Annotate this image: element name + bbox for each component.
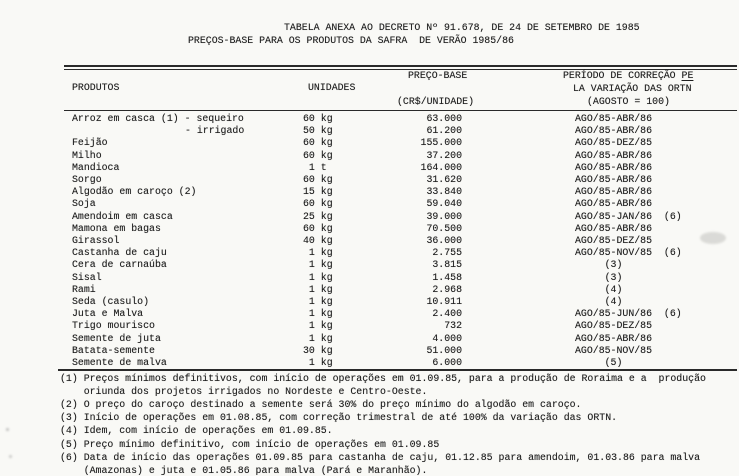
footnote-line: (1) Preços mínimos definitivos, com início de operações em 01.09.85, para a produção de Roraima e a produção: [60, 373, 706, 384]
period-cell: AGO/85-ABR/86: [575, 125, 653, 137]
table-row: [0, 296, 739, 308]
scan-speck: [6, 428, 9, 431]
price-cell: 2.968: [432, 283, 462, 295]
price-cell: 31.620: [426, 174, 462, 185]
doc-title-line2: PREÇOS-BASE PARA OS PRODUTOS DA SAFRA DE VERÃO 1985/86: [188, 35, 514, 46]
product-cell: Trigo mourisco: [72, 320, 155, 332]
product-cell: Semente de juta: [72, 332, 161, 344]
product-cell: - irrigado: [185, 125, 245, 137]
unit-cell: 1 kg: [303, 357, 333, 368]
price-cell: 1.458: [432, 271, 462, 283]
period-cell: AGO/85-JAN/86 (6): [575, 210, 682, 222]
product-cell: Juta e Malva: [72, 308, 144, 320]
period-cell: AGO/85-DEZ/85: [575, 320, 653, 332]
period-cell: AGO/85-NOV/85 (6): [575, 247, 682, 259]
period-cell: AGO/85-JUN/86 (6): [575, 308, 682, 320]
price-cell: 59.040: [426, 198, 462, 210]
footnote-line: (6) Data de início das operações 01.09.85 para castanha de caju, 01.12.85 para amendoim, 01.03.86 para malva: [60, 451, 701, 463]
footnote-line: oriunda dos projetos irrigados no Nordeste e Centro-Oeste.: [60, 386, 428, 398]
product-cell: Milho: [72, 149, 102, 161]
price-cell: 2.400: [432, 308, 462, 320]
period-header-text: PERÍODO DE CORREÇÃO: [563, 70, 682, 81]
price-cell: 36.000: [426, 235, 462, 246]
product-cell: Semente de malva: [72, 357, 167, 368]
product-cell: Mamona em bagas: [72, 222, 161, 234]
col-header-period-line3: (AGOSTO = 100): [587, 96, 670, 107]
col-header-units: UNIDADES: [308, 82, 356, 93]
footnote-line: (5) Preço mínimo definitivo, com início de operações em 01.09.85: [60, 438, 440, 450]
price-cell: 10.911: [426, 296, 462, 307]
period-cell: AGO/85-ABR/86: [575, 222, 653, 234]
table-row: [0, 308, 739, 320]
price-cell: 37.200: [426, 149, 462, 161]
table-row: [0, 137, 739, 149]
table-row: [0, 357, 739, 369]
table-row: [0, 125, 739, 137]
unit-cell: 1 kg: [303, 247, 333, 259]
unit-cell: 50 kg: [303, 125, 333, 137]
period-cell: (4): [575, 296, 623, 307]
unit-cell: 1 kg: [303, 308, 333, 320]
footnote-line: (4) Idem, com início de operações em 01.09.85.: [60, 425, 333, 437]
price-cell: 164.000: [420, 161, 462, 173]
period-cell: (3): [575, 271, 623, 283]
product-cell: Seda (casulo): [72, 296, 150, 307]
col-header-price-line1: PREÇO-BASE: [408, 70, 468, 81]
table-row: [0, 247, 739, 259]
doc-title-line1: TABELA ANEXA AO DECRETO Nº 91.678, DE 24 DE SETEMBRO DE 1985: [284, 22, 640, 33]
product-cell: Cera de carnaúba: [72, 259, 167, 271]
price-cell: 4.000: [432, 332, 462, 344]
unit-cell: 25 kg: [303, 210, 333, 222]
period-cell: (3): [575, 259, 623, 271]
unit-cell: 40 kg: [303, 235, 333, 246]
table-row: [0, 284, 739, 296]
price-cell: 33.840: [426, 186, 462, 198]
table-row: [0, 211, 739, 223]
table-row: [0, 235, 739, 247]
col-header-period-line1: [563, 70, 693, 81]
table-row: [0, 223, 739, 235]
price-cell: 63.000: [426, 113, 462, 124]
product-cell: Sisal: [72, 271, 102, 283]
product-cell: Mandioca: [72, 161, 120, 173]
period-cell: AGO/85-ABR/86: [575, 186, 653, 198]
unit-cell: 1 kg: [303, 259, 333, 271]
footnote-line: (3) Início de operações em 01.08.85, com correção trimestral de até 100% da variação das ORTN.: [60, 412, 618, 424]
period-cell: AGO/85-ABR/86: [575, 174, 653, 185]
scan-artifact: [700, 232, 726, 244]
price-cell: 732: [444, 320, 462, 332]
price-cell: 2.755: [432, 247, 462, 259]
col-header-period-line2: LA VARIAÇÃO DAS ORTN: [573, 83, 692, 94]
period-header-hyphen: PE: [681, 70, 694, 81]
product-cell: Girassol: [72, 235, 120, 246]
period-cell: AGO/85-ABR/86: [575, 161, 653, 173]
unit-cell: 1 kg: [303, 296, 333, 307]
price-cell: 3.815: [432, 259, 462, 271]
period-cell: AGO/85-NOV/85: [575, 344, 653, 356]
scan-speck: [9, 455, 12, 458]
unit-cell: 1 kg: [303, 271, 333, 283]
table-row: [0, 198, 739, 210]
price-cell: 70.500: [426, 222, 462, 234]
product-cell: Arroz em casca (1) - sequeiro: [72, 113, 244, 124]
price-cell: 51.000: [426, 344, 462, 356]
period-cell: AGO/85-ABR/86: [575, 332, 653, 344]
table-row: [0, 272, 739, 284]
period-cell: AGO/85-ABR/86: [575, 149, 653, 161]
period-cell: (5): [575, 357, 623, 368]
table-row: [0, 150, 739, 162]
table-row: [0, 345, 739, 357]
table-row: [0, 320, 739, 332]
unit-cell: 30 kg: [303, 344, 333, 356]
unit-cell: 15 kg: [303, 186, 333, 198]
price-cell: 6.000: [432, 357, 462, 368]
product-cell: Sorgo: [72, 174, 102, 185]
product-cell: Soja: [72, 198, 96, 210]
table-top-rule: [64, 65, 737, 67]
footnote-line: (Amazonas) e juta e 01.05.86 para malva (Pará e Maranhão).: [60, 464, 428, 476]
product-cell: Amendoim em casca: [72, 210, 173, 222]
header-underline-rule: [64, 110, 737, 111]
product-cell: Rami: [72, 283, 96, 295]
price-cell: 155.000: [420, 137, 462, 149]
table-bottom-rule: [58, 369, 737, 371]
unit-cell: 60 kg: [303, 137, 333, 149]
period-cell: AGO/85-DEZ/85: [575, 137, 653, 149]
unit-cell: 60 kg: [303, 198, 333, 210]
period-cell: (4): [575, 283, 623, 295]
unit-cell: 60 kg: [303, 222, 333, 234]
product-cell: Batata-semente: [72, 344, 155, 356]
col-header-products: PRODUTOS: [72, 82, 120, 93]
table-row: [0, 186, 739, 198]
table-row: [0, 259, 739, 271]
unit-cell: 1 t: [303, 161, 327, 173]
footnote-line: (2) O preço do caroço destinado a semente será 30% do preço mínimo do algodão em caroço.: [60, 399, 582, 411]
unit-cell: 1 kg: [303, 320, 333, 332]
unit-cell: 1 kg: [303, 332, 333, 344]
period-cell: AGO/85-ABR/86: [575, 113, 653, 124]
unit-cell: 60 kg: [303, 174, 333, 185]
unit-cell: 1 kg: [303, 283, 333, 295]
table-row: [0, 333, 739, 345]
unit-cell: 60 kg: [303, 113, 333, 124]
product-cell: Castanha de caju: [72, 247, 167, 259]
table-row: [0, 113, 739, 125]
product-cell: Feijão: [72, 137, 108, 149]
period-cell: AGO/85-DEZ/85: [575, 235, 653, 246]
table-row: [0, 162, 739, 174]
table-row: [0, 174, 739, 186]
unit-cell: 60 kg: [303, 149, 333, 161]
price-cell: 61.200: [426, 125, 462, 137]
col-header-price-line2: (CR$/UNIDADE): [397, 96, 475, 107]
product-cell: Algodão em caroço (2): [72, 186, 197, 198]
period-cell: AGO/85-ABR/86: [575, 198, 653, 210]
price-cell: 39.000: [426, 210, 462, 222]
